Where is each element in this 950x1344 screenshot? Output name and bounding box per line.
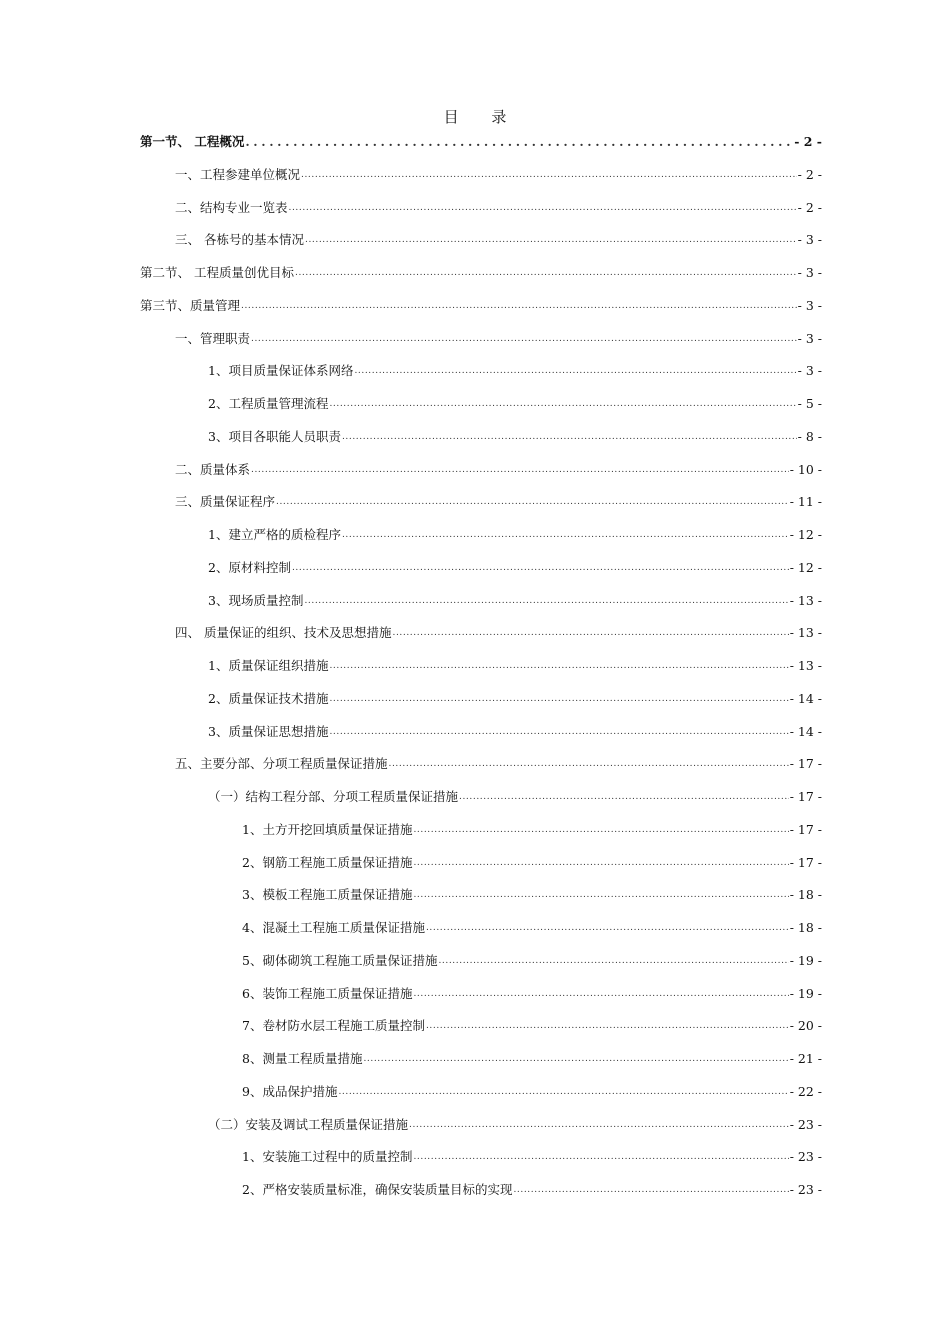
toc-entry[interactable]	[208, 1111, 822, 1133]
toc-entry[interactable]	[208, 521, 822, 543]
toc-entry-label: 6、装饰工程施工质量保证措施	[242, 985, 413, 1001]
toc-leader-dots	[413, 822, 788, 838]
toc-entry[interactable]	[208, 718, 822, 740]
toc-entry-page: - 13 -	[789, 658, 822, 673]
toc-entry[interactable]	[242, 980, 822, 1002]
toc-entry-label: 四、 质量保证的组织、技术及思想措施	[175, 625, 392, 641]
toc-entry-page: - 3 -	[797, 330, 822, 346]
toc-entry[interactable]	[208, 587, 822, 609]
toc-entry-label: 8、测量工程质量措施	[242, 1051, 363, 1066]
toc-entry[interactable]	[208, 423, 822, 445]
toc-entry[interactable]	[242, 816, 822, 838]
toc-entry[interactable]	[175, 161, 822, 183]
toc-entry-page: - 21 -	[789, 1051, 822, 1066]
toc-leader-dots	[426, 920, 789, 936]
toc-entry-label: 第二节、 工程质量创优目标	[140, 265, 294, 280]
toc-entry[interactable]	[208, 390, 822, 412]
toc-entry-page: - 2 -	[797, 166, 822, 182]
toc-entry-page: - 2 -	[794, 134, 822, 149]
toc-entry-label: 1、安装施工过程中的质量控制	[242, 1149, 413, 1165]
toc-entry-label: 二、结构专业一览表	[175, 199, 288, 215]
toc-entry-label: 1、项目质量保证体系网络	[208, 363, 354, 379]
toc-entry-label: 三、 各栋号的基本情况	[175, 232, 304, 248]
toc-entry-label: 一、管理职责	[175, 330, 251, 346]
toc-entry-label: 2、钢筋工程施工质量保证措施	[242, 854, 413, 870]
toc-leader-dots	[413, 887, 788, 903]
toc-entry-page: - 3 -	[797, 363, 822, 379]
toc-entry-page: - 19 -	[789, 952, 822, 968]
toc-entry[interactable]	[208, 685, 822, 707]
toc-entry-page: - 2 -	[797, 199, 822, 215]
toc-title: 目 录	[443, 108, 521, 126]
toc-leader-dots	[276, 494, 789, 510]
toc-leader-dots	[513, 1182, 788, 1198]
toc-leader-dots	[338, 1084, 788, 1100]
toc-entry-page: - 23 -	[789, 1182, 822, 1197]
toc-entry[interactable]	[175, 488, 822, 510]
toc-leader-dots	[342, 527, 789, 543]
toc-leader-dots	[389, 756, 789, 772]
toc-leader-dots	[413, 986, 788, 1002]
toc-entry[interactable]	[175, 325, 822, 347]
toc-entry[interactable]	[242, 914, 822, 936]
toc-entry-label: 1、建立严格的质检程序	[208, 527, 341, 542]
toc-entry[interactable]	[242, 1176, 822, 1198]
toc-entry-page: - 12 -	[789, 559, 822, 575]
toc-entry-page: - 14 -	[789, 690, 822, 706]
toc-entry-label: 1、质量保证组织措施	[208, 658, 329, 673]
toc-entry-page: - 5 -	[797, 396, 822, 411]
toc-leader-dots	[354, 363, 796, 379]
toc-entry[interactable]	[175, 194, 822, 216]
toc-entry[interactable]	[242, 1045, 822, 1067]
toc-entry-page: - 3 -	[797, 265, 822, 280]
toc-leader-dots	[292, 560, 789, 576]
toc-entry-label: 7、卷材防水层工程施工质量控制	[242, 1018, 425, 1034]
toc-entry-page: - 18 -	[789, 920, 822, 935]
toc-entry[interactable]	[175, 619, 822, 641]
toc-leader-dots	[289, 200, 797, 216]
toc-entry-label: 一、工程参建单位概况	[175, 166, 301, 182]
toc-entry[interactable]	[140, 259, 822, 281]
toc-entry[interactable]	[242, 849, 822, 871]
toc-entry[interactable]	[208, 783, 822, 805]
toc-entry-page: - 23 -	[789, 1116, 822, 1132]
toc-entry-label: 3、项目各职能人员职责	[208, 428, 341, 444]
toc-entry-label: 2、严格安装质量标准，确保安装质量目标的实现	[242, 1182, 513, 1197]
toc-entry-label: 二、质量体系	[175, 461, 251, 477]
toc-leader-dots	[413, 855, 788, 871]
toc-entry-page: - 17 -	[789, 789, 822, 804]
toc-entry-page: - 14 -	[789, 723, 822, 739]
toc-entry-page: - 23 -	[789, 1149, 822, 1165]
toc-leader-dots	[329, 396, 796, 412]
toc-entry-label: （一）结构工程分部、分项工程质量保证措施	[208, 789, 459, 804]
toc-entry[interactable]	[175, 750, 822, 772]
toc-entry-label: 9、成品保护措施	[242, 1083, 338, 1099]
toc-entry[interactable]	[140, 292, 822, 314]
toc-entry-page: - 12 -	[789, 527, 822, 542]
toc-entry-page: - 18 -	[789, 887, 822, 903]
toc-entry-page: - 13 -	[789, 625, 822, 641]
toc-entry[interactable]	[242, 1012, 822, 1034]
toc-entry-label: 4、混凝土工程施工质量保证措施	[242, 920, 425, 935]
toc-entry-page: - 22 -	[789, 1083, 822, 1099]
toc-leader-dots	[409, 1117, 789, 1133]
toc-leader-dots	[342, 429, 797, 445]
toc-leader-dots	[251, 331, 797, 347]
toc-leader-dots	[241, 298, 797, 314]
toc-leader-dots	[413, 1149, 788, 1165]
toc-entry-page: - 17 -	[789, 821, 822, 837]
toc-leader-dots	[329, 724, 788, 740]
toc-entry[interactable]	[242, 947, 822, 969]
toc-entry-page: - 3 -	[797, 297, 822, 313]
toc-entry-label: 2、质量保证技术措施	[208, 690, 329, 706]
toc-entry-label: 3、模板工程施工质量保证措施	[242, 887, 413, 903]
toc-entry[interactable]	[208, 554, 822, 576]
toc-leader-dots	[363, 1051, 788, 1067]
toc-entry-label: 第一节、 工程概况	[140, 134, 245, 149]
toc-leader-dots	[426, 1018, 789, 1034]
toc-leader-dots	[438, 953, 788, 969]
toc-entry-label: 2、工程质量管理流程	[208, 396, 329, 411]
toc-entry[interactable]	[140, 128, 822, 150]
toc-entry[interactable]	[175, 226, 822, 248]
toc-entry[interactable]	[242, 881, 822, 903]
toc-leader-dots	[251, 462, 789, 478]
toc-entry[interactable]	[208, 357, 822, 379]
toc-entry-page: - 19 -	[789, 985, 822, 1001]
toc-leader-dots	[245, 134, 793, 150]
toc-entry[interactable]	[208, 652, 822, 674]
toc-leader-dots	[329, 658, 788, 674]
toc-leader-dots	[459, 789, 789, 805]
toc-entry-page: - 17 -	[789, 854, 822, 870]
toc-entry-label: 第三节、质量管理	[140, 297, 241, 313]
toc-leader-dots	[305, 232, 797, 248]
toc-leader-dots	[295, 265, 797, 281]
toc-leader-dots	[392, 625, 788, 641]
toc-entry-label: 3、质量保证思想措施	[208, 723, 329, 739]
toc-leader-dots	[304, 593, 788, 609]
toc-entry[interactable]	[242, 1078, 822, 1100]
toc-leader-dots	[301, 167, 797, 183]
toc-entry-page: - 11 -	[789, 494, 822, 510]
toc-entry-label: 3、现场质量控制	[208, 592, 304, 608]
toc-entry-label: 2、原材料控制	[208, 559, 291, 575]
toc-entry-label: （二）安装及调试工程质量保证措施	[208, 1116, 409, 1132]
toc-entry[interactable]	[175, 456, 822, 478]
toc-entry-page: - 8 -	[797, 428, 822, 444]
toc-entry-label: 五、主要分部、分项工程质量保证措施	[175, 756, 388, 772]
toc-leader-dots	[329, 691, 788, 707]
toc-entry-page: - 10 -	[789, 461, 822, 477]
toc-entry[interactable]	[242, 1143, 822, 1165]
toc-entry-page: - 20 -	[789, 1018, 822, 1034]
toc-entry-page: - 17 -	[789, 756, 822, 772]
toc-entry-page: - 3 -	[797, 232, 822, 248]
toc-entry-label: 1、土方开挖回填质量保证措施	[242, 821, 413, 837]
toc-entry-page: - 13 -	[789, 592, 822, 608]
toc-entry-label: 5、砌体砌筑工程施工质量保证措施	[242, 952, 438, 968]
toc-entry-label: 三、质量保证程序	[175, 494, 276, 510]
